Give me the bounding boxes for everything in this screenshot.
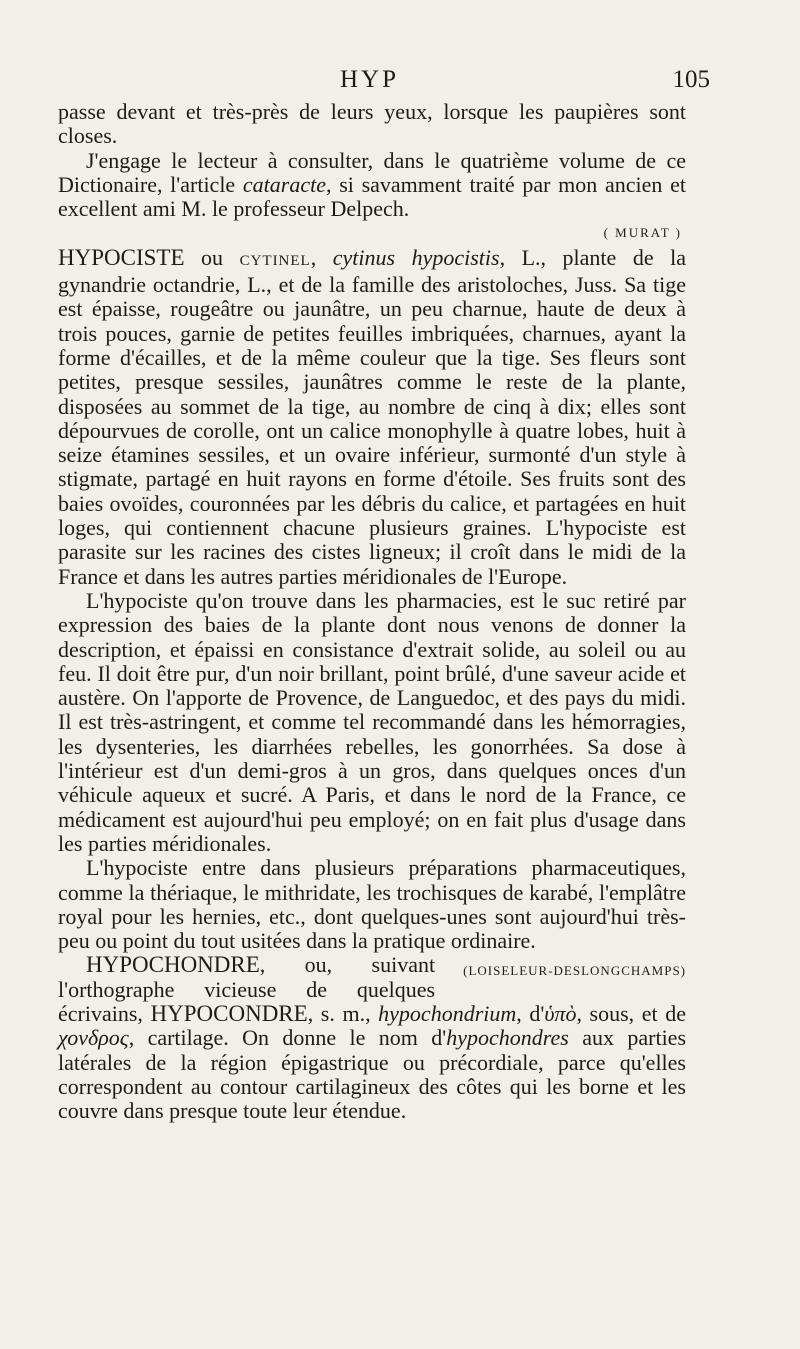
paragraph-text: J'engage le lecteur à consulter, dans le quatrième volume de ce Dictionaire, l'article <box>58 147 686 197</box>
entry-text: , cartilage. On donne le nom d' <box>128 1025 447 1051</box>
latin-name: cytinus hypocistis <box>332 244 500 270</box>
author-signature: (LOISELEUR-DESLONGCHAMPS) <box>463 963 686 979</box>
entry-text: , ou, suivant l'orthographe vicieuse de quelques écrivains, <box>58 952 436 1026</box>
entry-hypociste <box>58 246 686 589</box>
italic-term: hypochondres <box>446 1025 569 1051</box>
running-head: HYP <box>340 66 400 93</box>
entry-text: , L., plante de la gynandrie octandrie, L., et de la famille des aristoloches, Juss. Sa tige est épaisse, rougeâtre ou jaunâtre, un peu charnue, haute de deux à trois pouces, garnie de petites feuilles imbriquées, charnues, ayant la forme d'écailles, et de la même couleur que la tige. Ses fleurs sont petites, presque sessiles, jaunâtres comme le reste de la plante, disposées au sommet de la tige, au nombre de cinq à dix; elles sont dépourvues de corolle, ont un calice monophylle à quatre lobes, huit à seize étamines sessiles, et un ovaire inférieur, surmonté d'un style à stigmate, partagé en huit rayons en forme d'étoile. Ses fruits sont des baies ovoïdes, couronnées par les débris du calice, et partagées en huit loges, qui contiennent chacune plusieurs graines. L'hypociste est parasite sur les racines des cistes ligneux; il croît dans le midi de la France et dans les autres parties méridionales de l'Europe. <box>58 244 686 589</box>
entry-text: , d' <box>516 1000 545 1026</box>
continued-paragraph: passe devant et très-près de leurs yeux, lorsque les paupières sont closes. <box>58 99 686 149</box>
main-text <box>58 100 686 1123</box>
entry-text: , sous, et de <box>576 1000 687 1026</box>
entry-text: , s. m., <box>307 1000 379 1026</box>
paragraph-pharmacy: L'hypociste qu'on trouve dans les pharmacies, est le suc retiré par expression des baies de la plante dont nous venons de donner la description, et épaissi en consistance d'extrait solide, au soleil ou au feu. Il doit être pur, d'un noir brillant, point brûlé, d'une saveur acide et austère. On l'apporte de Provence, de Languedoc, et des pays du midi. Il est très-astringent, et comme tel recommandé dans les hémorragies, les dysenteries, les diarrhées rebelles, les gonorrhées. Sa dose à l'intérieur est d'un demi-gros à un gros, dans quelques onces d'un véhicule aqueux et sucré. A Paris, et dans le nord de la France, ce médicament est aujourd'hui peu employé; on en fait plus d'usage dans les parties méridionales. <box>58 587 686 856</box>
greek-word: ὑπὸ <box>544 1000 577 1026</box>
entry-alt-name: CYTINEL <box>239 252 311 269</box>
latin-name: hypochondrium <box>378 1000 517 1026</box>
paragraph-text: L'hypociste entre dans plusieurs préparations pharmaceutiques, comme la thériaque, le mithridate, les trochisques de karabé, l'emplâtre royal pour les hernies, etc., dont quelques-unes sont aujourd'hui très-peu ou point du tout usitées dans la pratique ordinaire. <box>58 855 686 954</box>
entry-text: aux parties latérales de la région épigastrique ou précordiale, parce qu'elles correspondent au contour cartilagineux des côtes qui les borne et les couvre dans presque toute leur étendue. <box>58 1025 687 1124</box>
entry-alt-name: HYPOCONDRE <box>150 1000 308 1026</box>
paragraph-text: , si savamment traité par mon ancien et excellent ami M. le professeur Delpech. <box>58 171 686 222</box>
author-signature: ( MURAT ) <box>603 225 682 241</box>
entry-sep: , <box>310 244 333 270</box>
italic-term: cataracte <box>242 171 326 197</box>
entry-headword: HYPOCISTE <box>58 244 185 270</box>
page-number: 105 <box>672 66 710 93</box>
page-header <box>0 66 800 96</box>
entry-connector: ou <box>184 244 240 270</box>
entry-headword: HYPOCHONDRE <box>86 952 260 978</box>
paragraph-reference <box>58 149 686 222</box>
greek-word: χονδρος <box>58 1025 129 1051</box>
